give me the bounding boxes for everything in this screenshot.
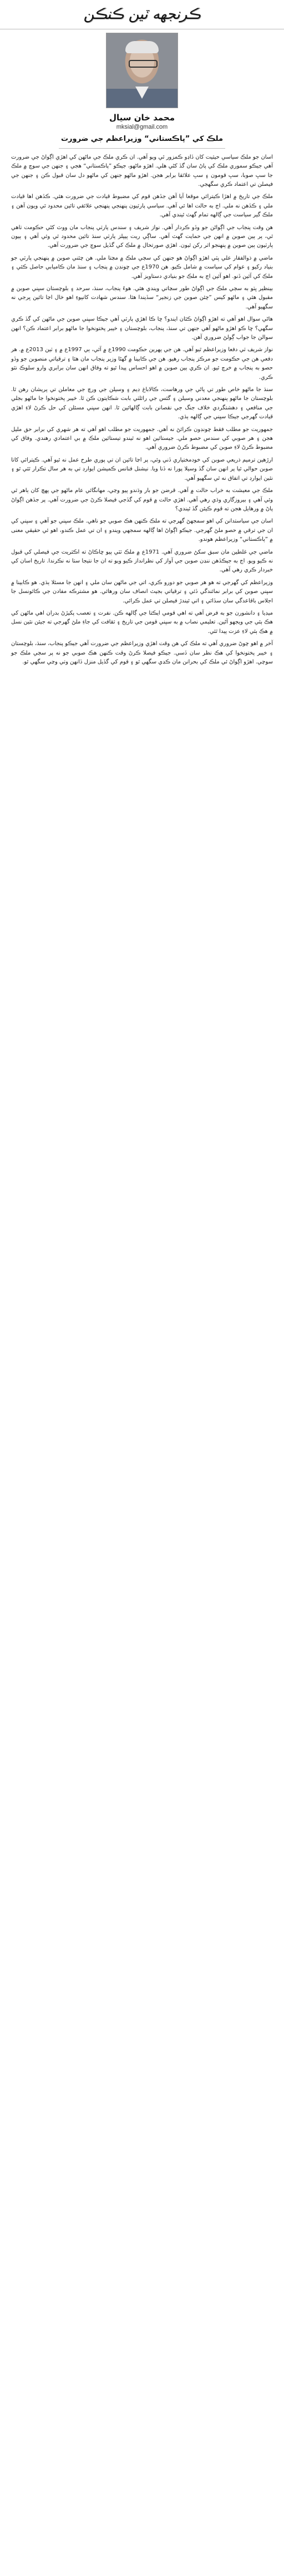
article-paragraph: هن وقت پنجاب جي اڳواڻن جو وڏو ڪردار آهي. نواز شريف ۽ سندس پارٽي پنجاب مان ووٽ کڻي حڪومت ٺاهي ٿي، پر ٻين صوبن ۾ انهن جي حمايت گهٽ آهي. ساڳي ريت پيپلز پارٽي سنڌ تائين محدود ٿي وئي آهي ۽ ٻيون پارٽيون ٻين صوبن ۾ پنهنجو اثر رکن ٿيون. اهڙي صورتحال ۾ ملڪ کي گڏيل سوچ جي ضرورت آهي. bbox=[11, 224, 273, 249]
article-paragraph: جمهوريت جو مطلب فقط چونڊون ڪرائڻ نه آهي. جمهوريت جو مطلب اهو آهي ته هر شهري کي برابر حق مليل هجن ۽ هر صوبي کي سندس حصو ملي. جيستائين اهو نه ٿيندو تيستائين ملڪ ۾ بي اعتمادي رهندي. وفاق کي مضبوط ڪرڻ لاءِ صوبن کي مضبوط ڪرڻ ضروري آهي. bbox=[11, 426, 273, 451]
article-paragraph: ارڙهين ترميم ذريعي صوبن کي خودمختياري ڏني وئي، پر اڃا تائين ان تي پوري طرح عمل نه ٿيو آهي. ڪيترائي کاتا صوبن حوالي ٿيا پر انهن سان گڏ وسيلا پورا نه ڏنا ويا. نيشنل فنانس ڪميشن ايوارڊ تي به هر سال تڪرار ٿئي ٿو ۽ نئين ايوارڊ تي اتفاق نه ٿي سگهيو آهي. bbox=[11, 457, 273, 481]
author-email: mksial@gmail.com bbox=[116, 124, 168, 130]
author-box bbox=[0, 29, 284, 130]
article-title: ملڪ کي ”پاڪستاني“ وزيراعظم جي ضرورت bbox=[60, 135, 223, 143]
article-paragraph: ملڪ جي معيشت به خراب حالت ۾ آهي. قرضن جو بار وڌندو پيو وڃي، مهانگائي عام ماڻهو جي پهچ کان ٻاهر ٿي وئي آهي ۽ بيروزگاري وڌي رهي آهي. اهڙي حالت ۾ قوم کي گڏجي فيصلا ڪرڻ جي ضرورت آهي. پر جڏهن اڳواڻ پاڻ ۾ ورهايل هجن ته قوم ڪيئن گڏ ٿيندي؟ bbox=[11, 488, 273, 512]
article-paragraph: سنڌ جا ماڻهو خاص طور تي پاڻي جي ورهاست، ڪالاباغ ڊيم ۽ وسيلن جي ورڇ جي معاملن تي پريشان رهن ٿا. بلوچستان جا ماڻهو پنهنجي معدني وسيلن ۽ گئس جي رائلٽي بابت شڪايتون ڪن ٿا. خيبر پختونخوا جا ماڻهو بجلي جي منافعي ۽ دهشتگردي خلاف جنگ جي نقصانن بابت ڳالهائين ٿا. انهن سڀني مسئلن کي حل ڪرڻ لاءِ اهڙي قيادت گهرجي جيڪا سڀني جي ڳالهه ٻڌي. bbox=[11, 387, 273, 420]
article-paragraph: وزيراعظم کي گهرجي ته هو هر صوبي جو دورو ڪري، اتي جي ماڻهن سان ملي ۽ انهن جا مسئلا ٻڌي. هو ڪابينا ۾ سڀني صوبن کي برابر نمائندگي ڏئي ۽ ترقياتي بجيٽ انصاف سان ورهائي. هو مشترڪه مفادن جي ڪائونسل جا اجلاس باقاعدگي سان سڏائي ۽ اتي ٿيندڙ فيصلن تي عمل ڪرائي. bbox=[11, 579, 273, 604]
article-paragraph: نواز شريف ٽي دفعا وزيراعظم ٿيو آهي. هن جي پهرين حڪومت 1990ع ۾ آئي، ٻي 1997ع ۾ ۽ ٽين 2013ع ۾. هر دفعي هن جي حڪومت جو مرڪز پنجاب رهيو. هن جي ڪابينا ۾ گهڻا وزير پنجاب مان هئا ۽ ترقياتي منصوبن جو وڏو حصو به پنجاب ۾ خرچ ٿيو. ان ڪري ٻين صوبن ۾ اهو احساس پيدا ٿيو ته وفاق انهن سان برابري وارو سلوڪ نٿو ڪري. bbox=[11, 347, 273, 381]
article-paragraph: ماضي جي غلطين مان سبق سکڻ ضروري آهي. 1971ع ۾ ملڪ ٽٽي پيو ڇاڪاڻ ته اڪثريت جي فيصلي کي قبول نه ڪيو ويو. اڄ به جيڪڏهن ننڍن صوبن جي آواز کي نظرانداز ڪيو ويو ته ان جا نتيجا سٺا نه نڪرندا. تاريخ اسان کي خبردار ڪري رهي آهي. bbox=[11, 549, 273, 574]
author-name: محمد خان سيال bbox=[109, 113, 175, 123]
column-banner bbox=[0, 0, 284, 29]
column-banner-title: ڪرنجهه ٽين ڪنڪن bbox=[83, 6, 201, 23]
article-paragraph: آخر ۾ اهو چوڻ ضروري آهي ته ملڪ کي هن وقت اهڙي وزيراعظم جي ضرورت آهي جيڪو پنجاب، سنڌ، بلوچستان ۽ خيبر پختونخوا کي هڪ نظر سان ڏسي. جيڪو فيصلا ڪرڻ وقت ڪنهن هڪ صوبي جو نه پر سڄي ملڪ جو سوچي. اهڙو اڳواڻ ئي ملڪ کي بحرانن مان ڪڍي سگهي ٿو ۽ قوم کي گڏيل منزل ڏانهن وٺي وڃي سگهي ٿو. bbox=[11, 641, 273, 666]
article-body bbox=[0, 149, 284, 667]
author-photo-hair bbox=[125, 41, 159, 53]
article-paragraph: ماضي ۾ ذوالفقار علي ڀٽي اهڙو اڳواڻ هو جنهن کي سڄي ملڪ ۾ مڃتا ملي. هن چئني صوبن ۾ پنهنجي پارٽي جو بنياد رکيو ۽ عوام کي سياست ۾ شامل ڪيو. هن 1970ع جي چونڊن ۾ پنجاب ۽ سنڌ مان ڪاميابي حاصل ڪئي ۽ ملڪ کي آئين ڏنو. اهو آئين اڄ به ملڪ جو بنيادي دستاويز آهي. bbox=[11, 255, 273, 280]
article-paragraph: ميڊيا ۽ دانشورن جو به فرض آهي ته اهي قومي ايڪتا جي ڳالهه ڪن. نفرت ۽ تعصب پکيڙڻ بدران اهي ماڻهن کي هڪ ٻئي جي ويجهو آڻين. تعليمي نصاب ۾ به سڀني قومن جي تاريخ ۽ ثقافت کي جاءِ ملڻ گهرجي ته جيئن نئين نسل ۾ هڪ ٻئي لاءِ عزت پيدا ٿئي. bbox=[11, 610, 273, 635]
article-paragraph: هاڻي سوال اهو آهي ته اهڙو اڳواڻ ڪٿان ايندو؟ ڇا ڪا اهڙي پارٽي آهي جيڪا سڀني صوبن جي ماڻهن کي گڏ ڪري سگهي؟ ڇا ڪو اهڙو ماڻهو آهي جنهن تي سنڌ، پنجاب، بلوچستان ۽ خيبر پختونخوا جا ماڻهو برابر اعتماد ڪن؟ انهن سوالن جا جواب ڳولڻ ضروري آهن. bbox=[11, 316, 273, 341]
author-photo-glasses bbox=[129, 60, 158, 68]
article-paragraph: بينظير ڀٽو به سڄي ملڪ جي اڳواڻ طور سڃاتي ويندي هئي. هوءَ پنجاب، سنڌ، سرحد ۽ بلوچستان سڀني صوبن ۾ مقبول هئي ۽ ماڻهو کيس ”چئن صوبن جي زنجير“ سڏيندا هئا. سندس شهادت کانپوءِ اهو خال اڃا تائين ڀرجي نه سگهيو آهي. bbox=[11, 285, 273, 310]
article-paragraph: اسان جو ملڪ سياسي حيثيت کان ڏاڍو ڪمزور ٿي ويو آهي. ان ڪري ملڪ جي ماڻهن کي اهڙي اڳواڻ جي ضرورت آهي جيڪو سموري ملڪ کي پاڻ سان گڏ کڻي هلي. اهڙو ماڻهو، جيڪو ”پاڪستاني“ هجي ۽ جنهن جي سوچ ۾ ملڪ جا سڀ صوبا، سڀ قومون ۽ سڀ علائقا برابر هجن. اهڙو ماڻهو جنهن کي ماڻهو دل سان قبول ڪن ۽ جنهن جي فيصلن تي اعتماد ڪري سگهجي. bbox=[11, 154, 273, 187]
author-photo bbox=[106, 33, 178, 108]
article-paragraph: اسان جي سياستدانن کي اهو سمجهڻ گهرجي ته ملڪ ڪنهن هڪ صوبي جو ناهي. ملڪ سڀني جو آهي ۽ سڀني کي ان جي ترقي ۾ حصو ملڻ گهرجي. جيڪو اڳواڻ اها ڳالهه سمجهي ويندو ۽ ان تي عمل ڪندو، اهو ئي حقيقي معنى ۾ ”پاڪستاني“ وزيراعظم هوندو. bbox=[11, 518, 273, 543]
article-paragraph: ملڪ جي تاريخ ۾ اهڙا ڪيترائي موقعا آيا آهن جڏهن قوم کي مضبوط قيادت جي ضرورت هئي. ڪڏهن اها قيادت ملي ۽ ڪڏهن نه ملي. اڄ به حالت اها ئي آهي. سياسي پارٽيون پنهنجي پنهنجي علائقي تائين محدود ٿي ويون آهن ۽ ملڪ گير سياست جي ڳالهه تمام گهٽ ٿيندي آهي. bbox=[11, 194, 273, 219]
